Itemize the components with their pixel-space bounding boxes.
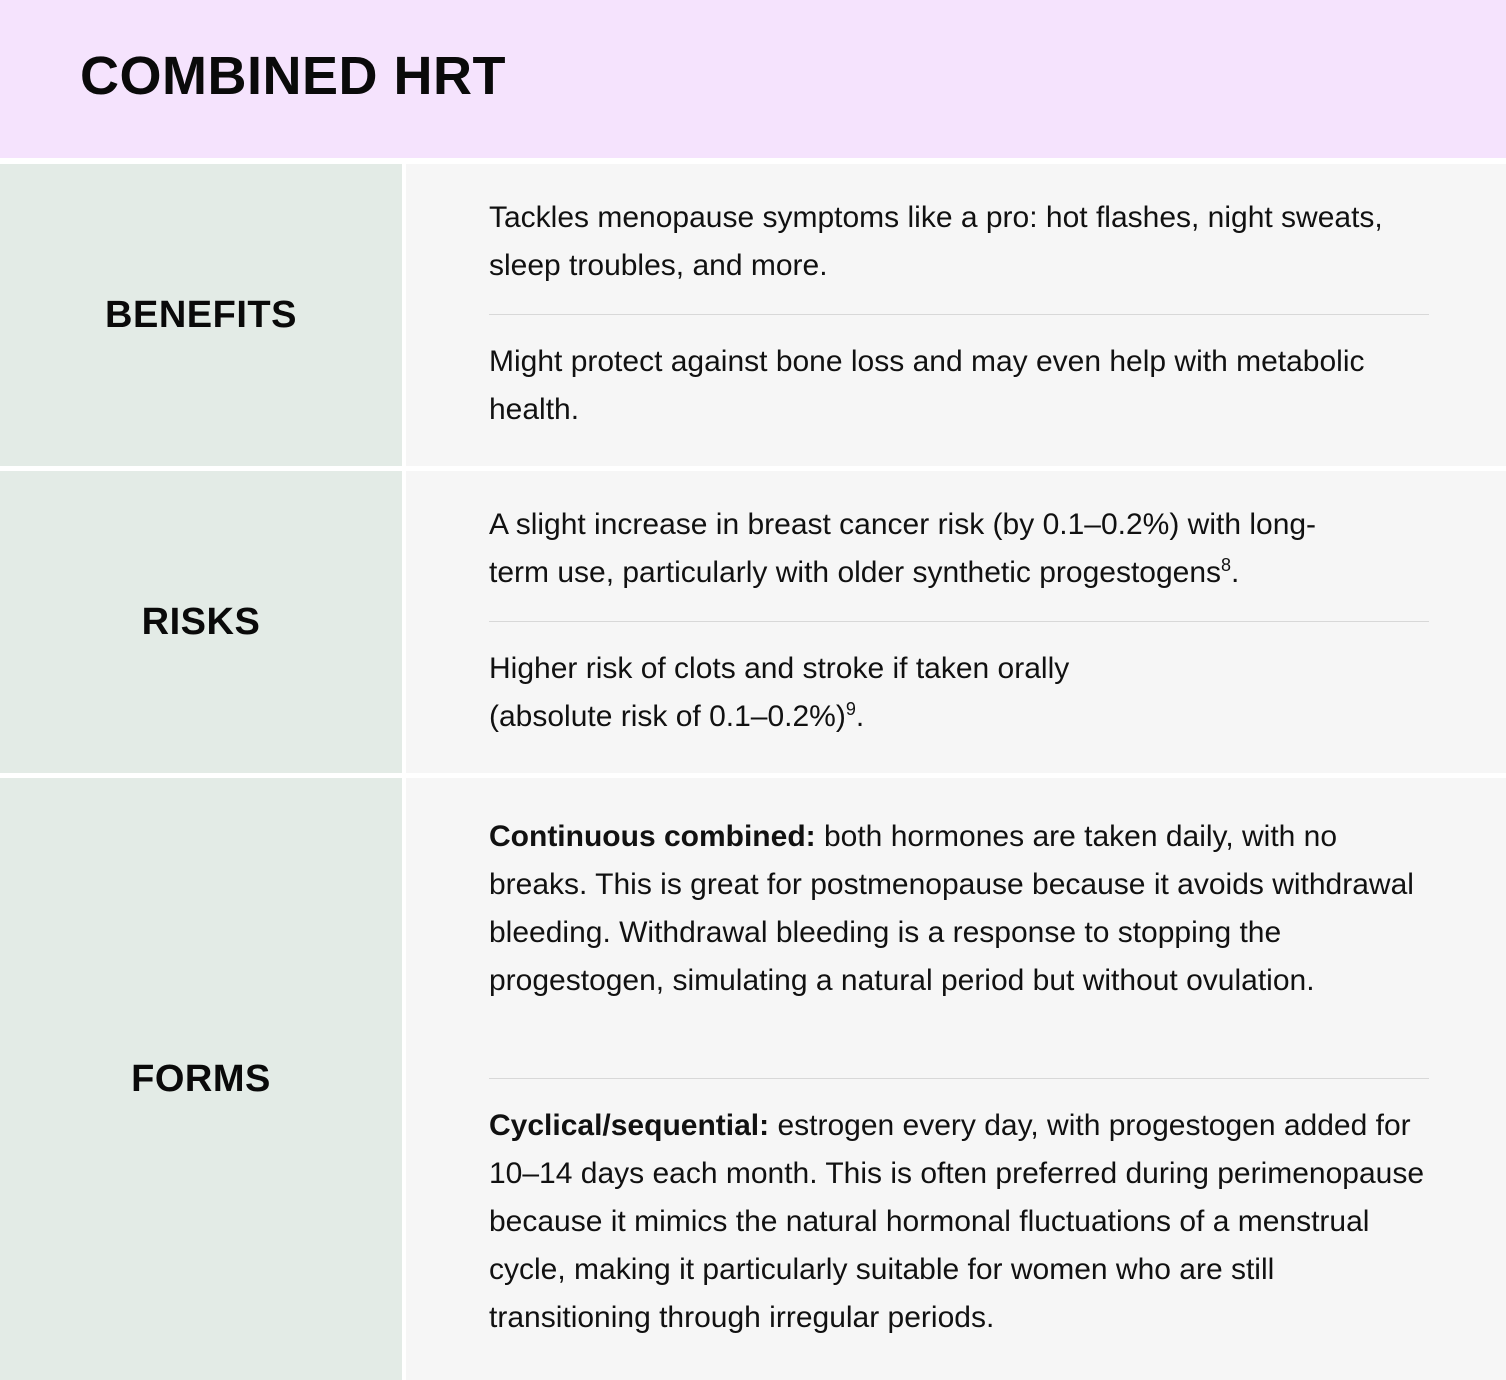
form-item-cyclical bbox=[489, 1102, 1429, 1342]
forms-divider bbox=[489, 1078, 1429, 1079]
benefit-item-symptoms: Tackles menopause symptoms like a pro: hot flashes, night sweats, sleep troubles, and more. bbox=[489, 201, 1383, 282]
risk-item-clots-line2: (absolute risk of 0.1–0.2%) bbox=[489, 700, 846, 733]
risk-item-breast-cancer-line2: term use, particularly with older synthetic progestogens bbox=[489, 556, 1222, 589]
form-item-cyclical-title: Cyclical/sequential: bbox=[489, 1109, 770, 1142]
benefit-item-bone: Might protect against bone loss and may even help with metabolic health. bbox=[489, 345, 1365, 426]
benefits-content-cell bbox=[406, 164, 1506, 466]
risk-item-breast-cancer-line1: A slight increase in breast cancer risk (by 0.1–0.2%) with long- bbox=[489, 508, 1317, 541]
forms-row bbox=[0, 778, 1506, 1380]
risk-item-breast-cancer bbox=[489, 501, 1429, 597]
form-item-cyclical-text: estrogen every day, with progestogen added for 10–14 days each month. This is often preferred during perimenopause because it mimics the natural hormonal fluctuations of a menstrual cycle, making it particularly suitable for women who are still transitioning through irregular periods. bbox=[489, 1109, 1425, 1334]
page-title: COMBINED HRT bbox=[80, 46, 506, 106]
risks-content-cell bbox=[406, 471, 1506, 773]
forms-label-cell bbox=[0, 778, 402, 1380]
footnote-ref-8: 8 bbox=[1221, 555, 1232, 575]
risk-item-clots bbox=[489, 645, 1429, 741]
risk-item-clots-end: . bbox=[855, 700, 865, 733]
risk-item-breast-cancer-end: . bbox=[1231, 556, 1240, 589]
form-item-continuous-title: Continuous combined: bbox=[489, 820, 816, 853]
risk-item-clots-line1: Higher risk of clots and stroke if taken orally bbox=[489, 652, 1070, 685]
form-item-continuous bbox=[489, 813, 1429, 1005]
footnote-ref-9: 9 bbox=[845, 699, 856, 719]
benefits-row bbox=[0, 164, 1506, 466]
forms-label: FORMS bbox=[131, 1057, 271, 1100]
benefits-label: BENEFITS bbox=[105, 293, 297, 336]
benefits-divider bbox=[489, 314, 1429, 315]
risks-label: RISKS bbox=[141, 600, 261, 643]
benefits-label-cell bbox=[0, 164, 402, 466]
header-banner bbox=[0, 0, 1506, 158]
form-item-continuous-text: both hormones are taken daily, with no breaks. This is great for postmenopause because it avoids withdrawal bleeding. Withdrawal bleeding is a response to stopping the progestogen, simulating a natural period but without ovulation. bbox=[489, 820, 1414, 997]
risks-row bbox=[0, 471, 1506, 773]
forms-content-cell bbox=[406, 778, 1506, 1380]
risks-label-cell bbox=[0, 471, 402, 773]
risks-divider bbox=[489, 621, 1429, 622]
